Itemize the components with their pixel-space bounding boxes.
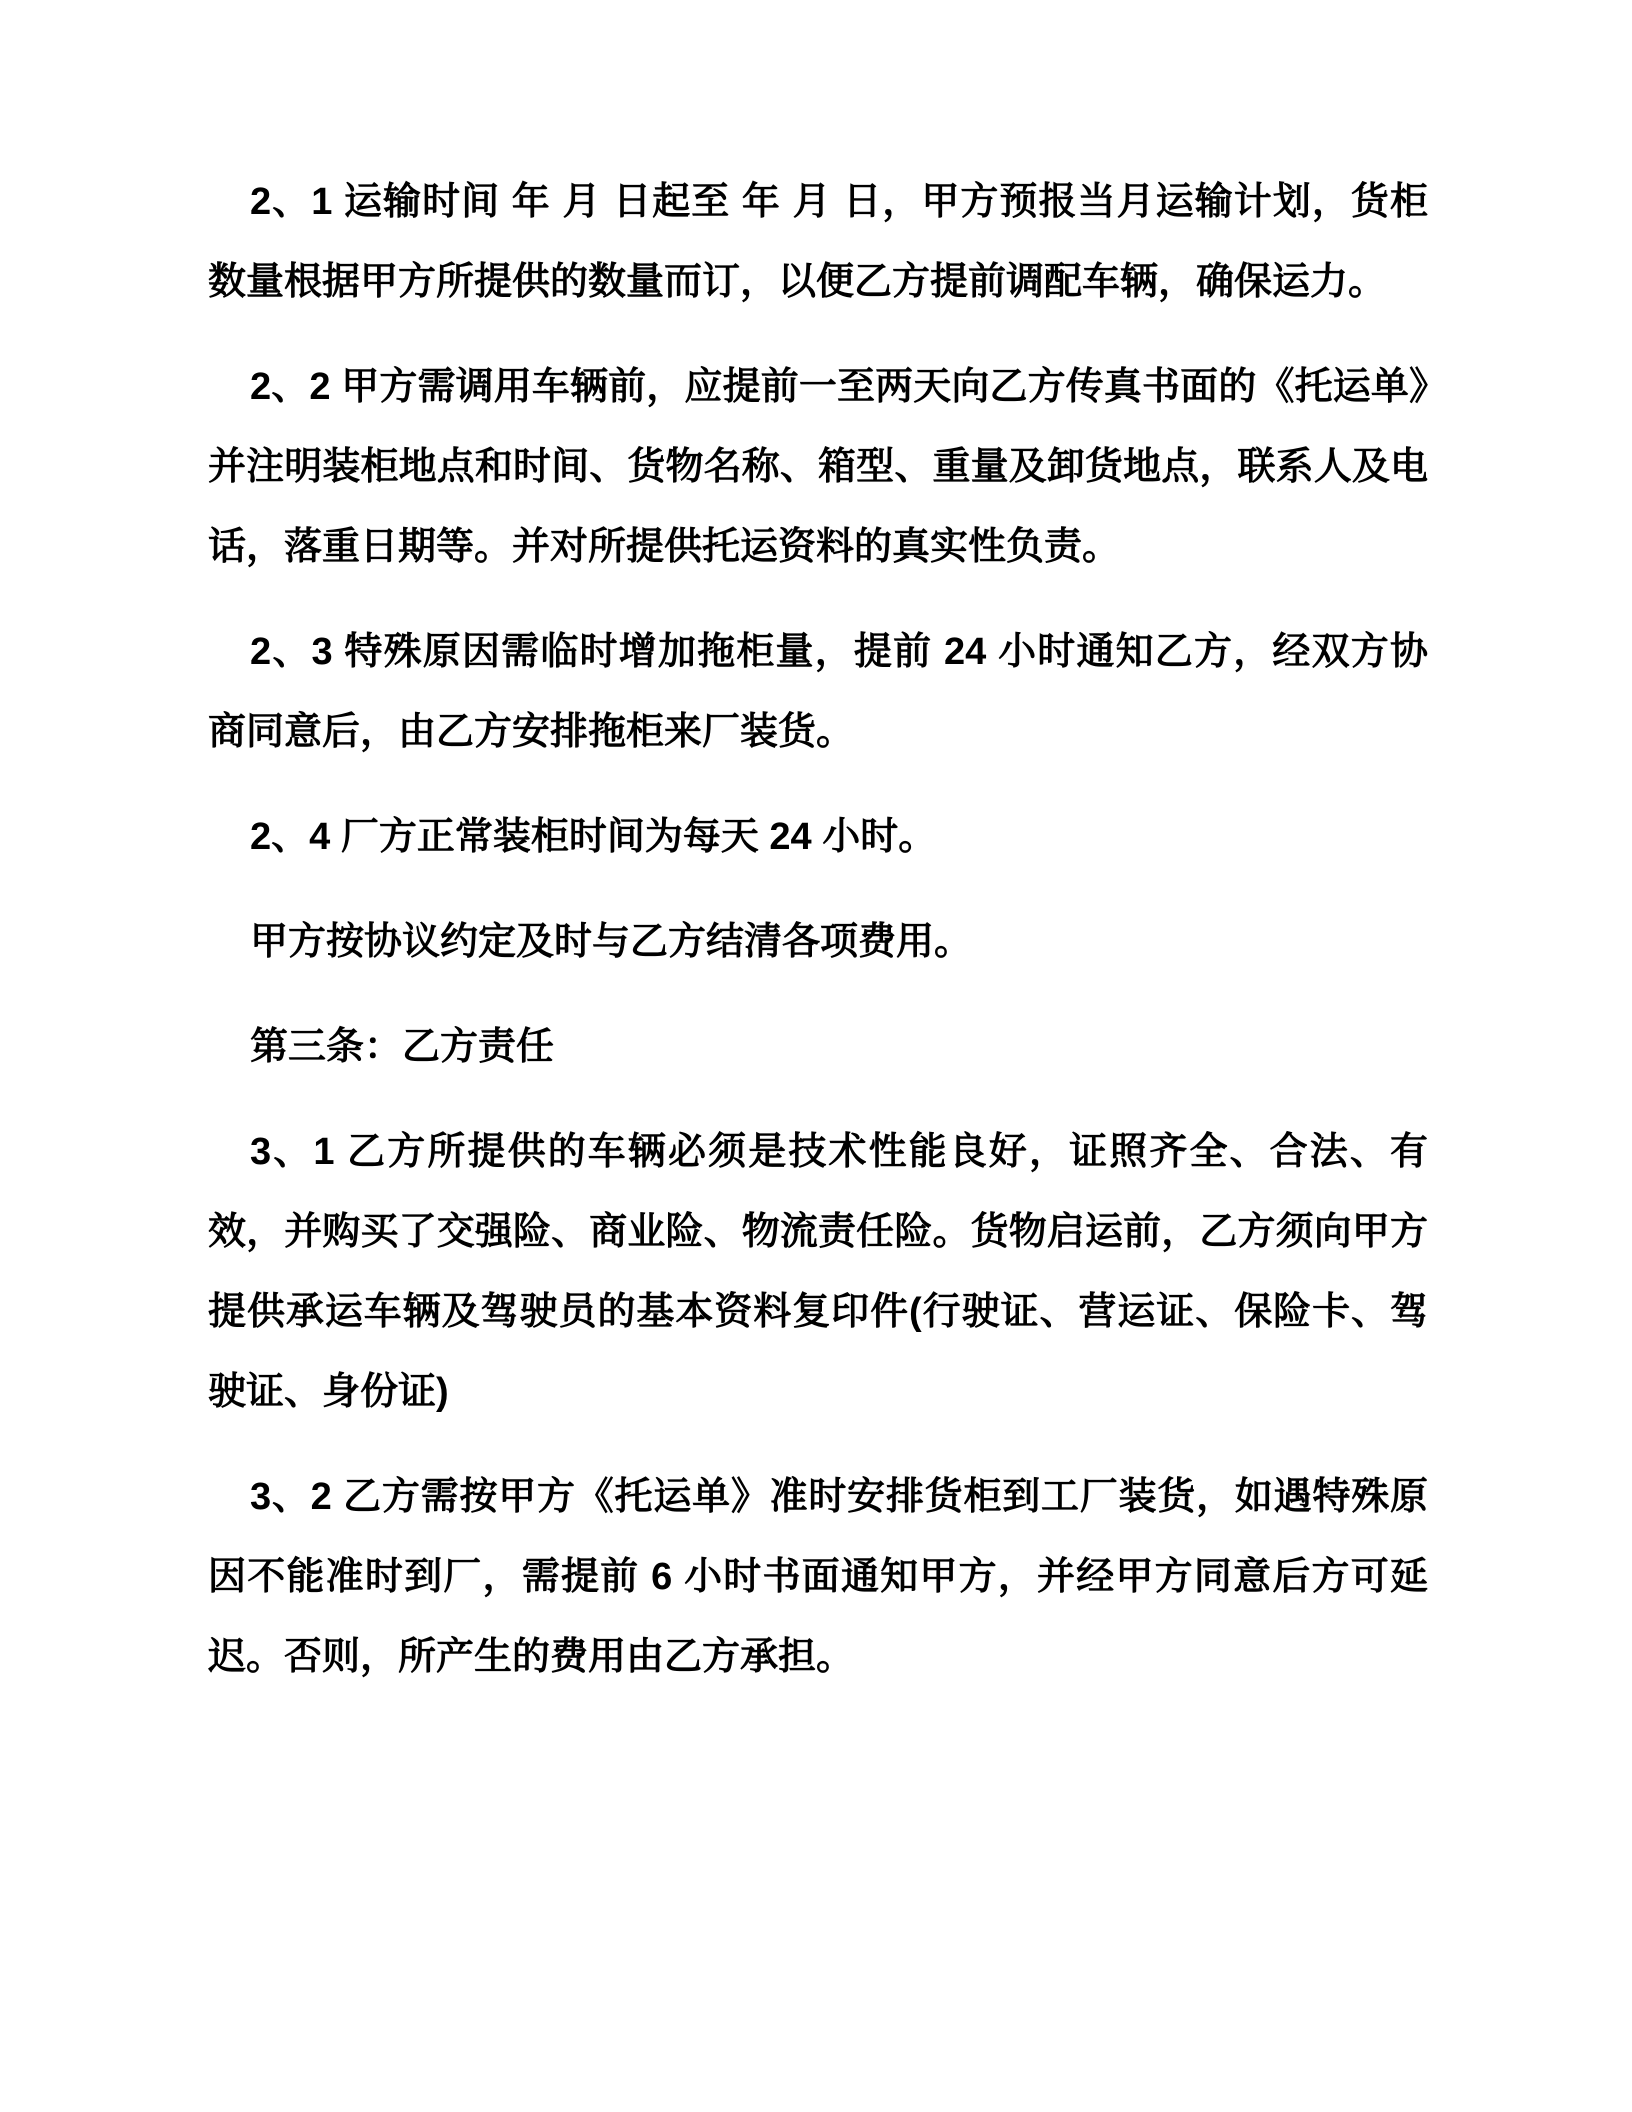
paragraph-clause-2-3: 2、3 特殊原因需临时增加拖柜量，提前 24 小时通知乙方，经双方协商同意后，由乙方安排拖柜来厂装货。 (208, 631, 1428, 753)
paragraph-clause-3-2: 3、2 乙方需按甲方《托运单》准时安排货柜到工厂装货，如遇特殊原因不能准时到厂，需提前 6 小时书面通知甲方，并经甲方同意后方可延迟。否则，所产生的费用由乙方承担。 (208, 1476, 1428, 1678)
paragraph-clause-settlement: 甲方按协议约定及时与乙方结清各项费用。 (250, 921, 973, 963)
paragraph-clause-2-2: 2、2 甲方需调用车辆前，应提前一至两天向乙方传真书面的《托运单》并注明装柜地点和时间、货物名称、箱型、重量及卸货地点，联系人及电话，落重日期等。并对所提供托运资料的真实性负责。 (208, 366, 1428, 568)
paragraph-clause-3-1: 3、1 乙方所提供的车辆必须是技术性能良好，证照齐全、合法、有效，并购买了交强险、商业险、物流责任险。货物启运前，乙方须向甲方提供承运车辆及驾驶员的基本资料复印件(行驶证、营运证、保险卡、驾驶证、身份证) (208, 1131, 1428, 1413)
paragraph-clause-2-1: 2、1 运输时间 年 月 日起至 年 月 日，甲方预报当月运输计划，货柜数量根据甲方所提供的数量而订，以便乙方提前调配车辆，确保运力。 (208, 181, 1428, 303)
article-3-heading: 第三条：乙方责任 (250, 1026, 555, 1068)
paragraph-clause-2-4: 2、4 厂方正常装柜时间为每天 24 小时。 (250, 816, 937, 858)
